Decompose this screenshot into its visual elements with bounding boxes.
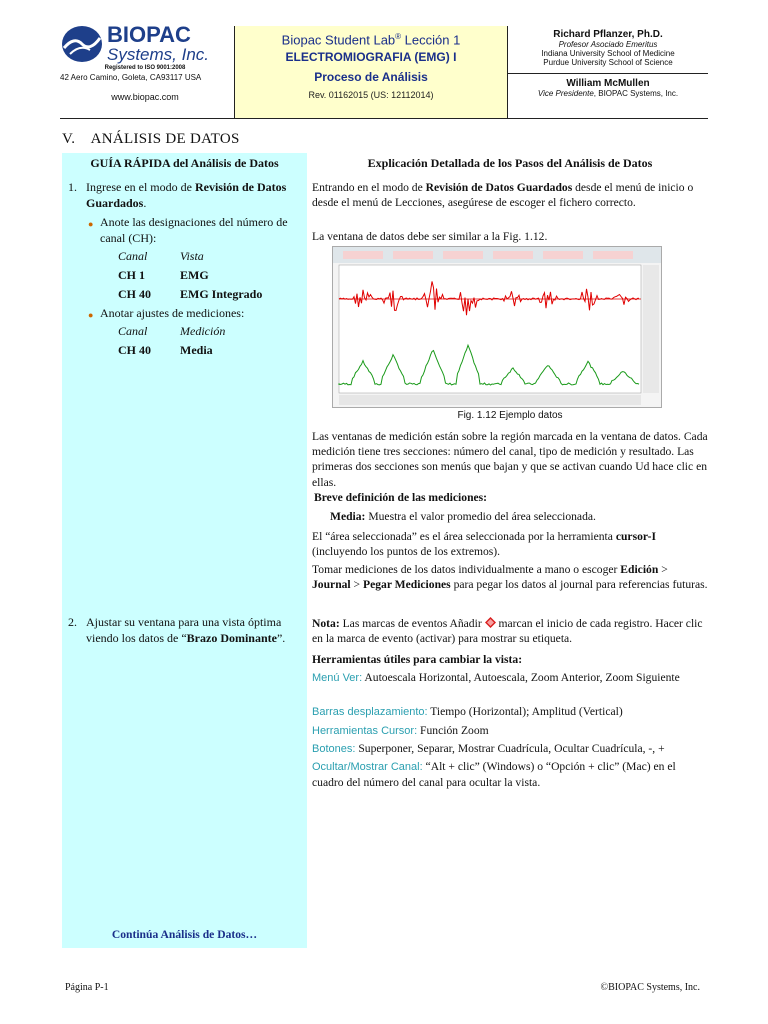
exp-measure-head: Breve definición de las mediciones:	[314, 491, 488, 504]
company-url[interactable]: www.biopac.com	[111, 92, 179, 102]
authors-divider	[508, 73, 708, 74]
tool-hide-show: Ocultar/Mostrar Canal: “Alt + clic” (Windows) o “Opción + clic” (Mac) en el cuadro del número del canal para ocultar la vista.	[312, 760, 676, 790]
tool-buttons: Botones: Superponer, Separar, Mostrar Cuadrícula, Ocultar Cuadrícula, -, +	[312, 742, 665, 755]
biopac-logo-block	[60, 24, 230, 119]
qg-step-2: 2. Ajustar su ventana para una vista óptima viendo los datos de “Brazo Dominante”.	[68, 615, 286, 645]
tools-heading: Herramientas útiles para cambiar la vista:	[312, 653, 523, 666]
copyright: ©BIOPAC Systems, Inc.	[600, 982, 700, 993]
quick-guide-heading: GUÍA RÁPIDA del Análisis de Datos	[90, 156, 279, 170]
page-number: Página P-1	[65, 982, 109, 993]
author-1-name: Richard Pflanzer, Ph.D.	[553, 29, 663, 40]
qg-table-1: Canal Vista CH 1 EMG CH 40 EMG Integrado	[118, 249, 263, 301]
exp-para-1: Entrando en el modo de Revisión de Datos Guardados desde el menú de inicio o desde el menú de Lecciones, asegúrese de escoger el fichero correcto.	[312, 181, 694, 210]
logo-sub: Systems, Inc.	[107, 45, 210, 64]
lesson-title: ELECTROMIOGRAFIA (EMG) I	[285, 50, 457, 65]
author-1-role: Profesor Asociado Emeritus	[558, 40, 658, 49]
header-rule	[60, 118, 708, 119]
exp-para-3: Las ventanas de medición están sobre la región marcada en la ventana de datos. Cada medición tiene tres secciones: número del canal, tipo de medición y resultado. Las primeras dos secciones son menús que bajan y que se activan cuando Ud hace clic en ellas.	[312, 430, 708, 489]
lesson-series: Biopac Student Lab® Lección 1	[281, 32, 461, 48]
figure-plot	[333, 247, 661, 407]
author-1-affiliation-1: Indiana University School of Medicine	[541, 49, 675, 58]
exp-media-def: Media: Muestra el valor promedio del área seleccionada.	[330, 510, 596, 523]
revision: Rev. 01162015 (US: 12112014)	[308, 90, 434, 101]
author-1-affiliation-2: Purdue University School of Science	[543, 58, 673, 67]
authors-block	[508, 26, 708, 118]
event-marker-icon	[485, 617, 496, 628]
biopac-emblem-icon	[60, 24, 104, 64]
exp-para-6: El “área seleccionada” es el área seleccionada por la herramienta cursor-I (incluyendo los puntos de los extremos).	[312, 530, 656, 559]
exp-note: Nota: Las marcas de eventos Añadir marcan el inicio de cada registro. Hacer clic en la marca de evento (activar) para mostrar su etiqueta.	[312, 617, 703, 646]
tool-cursor: Herramientas Cursor: Función Zoom	[312, 724, 489, 737]
section-title: V. ANÁLISIS DE DATOS	[62, 131, 240, 147]
lesson-title-block	[234, 26, 508, 118]
exp-para-7: Tomar mediciones de los datos individualmente a mano o escoger Edición > Journal > Pegar Mediciones para pegar los datos al journal para referencias futuras.	[312, 563, 708, 592]
tool-scrollbars: Barras desplazamiento: Tiempo (Horizontal); Amplitud (Vertical)	[312, 705, 623, 718]
exp-para-2: La ventana de datos debe ser similar a la Fig. 1.12.	[312, 230, 548, 243]
logo	[60, 24, 230, 64]
qg-bullet-2: ● Anotar ajustes de mediciones:	[88, 306, 245, 320]
figure-caption: Fig. 1.12 Ejemplo datos	[457, 410, 563, 421]
continue-note: Continúa Análisis de Datos…	[111, 928, 258, 941]
company-address: 42 Aero Camino, Goleta, CA93117 USA	[60, 73, 202, 82]
qg-bullet-1: ● Anote las designaciones del número de canal (CH):	[88, 215, 288, 245]
figure-data-window	[332, 246, 662, 408]
author-2-role: Vice Presidente, BIOPAC Systems, Inc.	[537, 89, 679, 98]
tool-view-menu: Menú Ver: Autoescala Horizontal, Autoescala, Zoom Anterior, Zoom Siguiente	[312, 671, 680, 684]
qg-table-2: Canal Medición CH 40 Media	[118, 324, 226, 357]
qg-step-1: 1. Ingrese en el modo de Revisión de Datos Guardados.	[68, 180, 287, 210]
iso-registration: Registered to ISO 9001:2008	[104, 65, 186, 71]
explanation-heading: Explicación Detallada de los Pasos del Análisis de Datos	[367, 156, 653, 170]
lesson-subtitle: Proceso de Análisis	[314, 70, 428, 85]
logo-name: BIOPAC	[107, 22, 191, 47]
author-2-name: William McMullen	[566, 78, 650, 89]
